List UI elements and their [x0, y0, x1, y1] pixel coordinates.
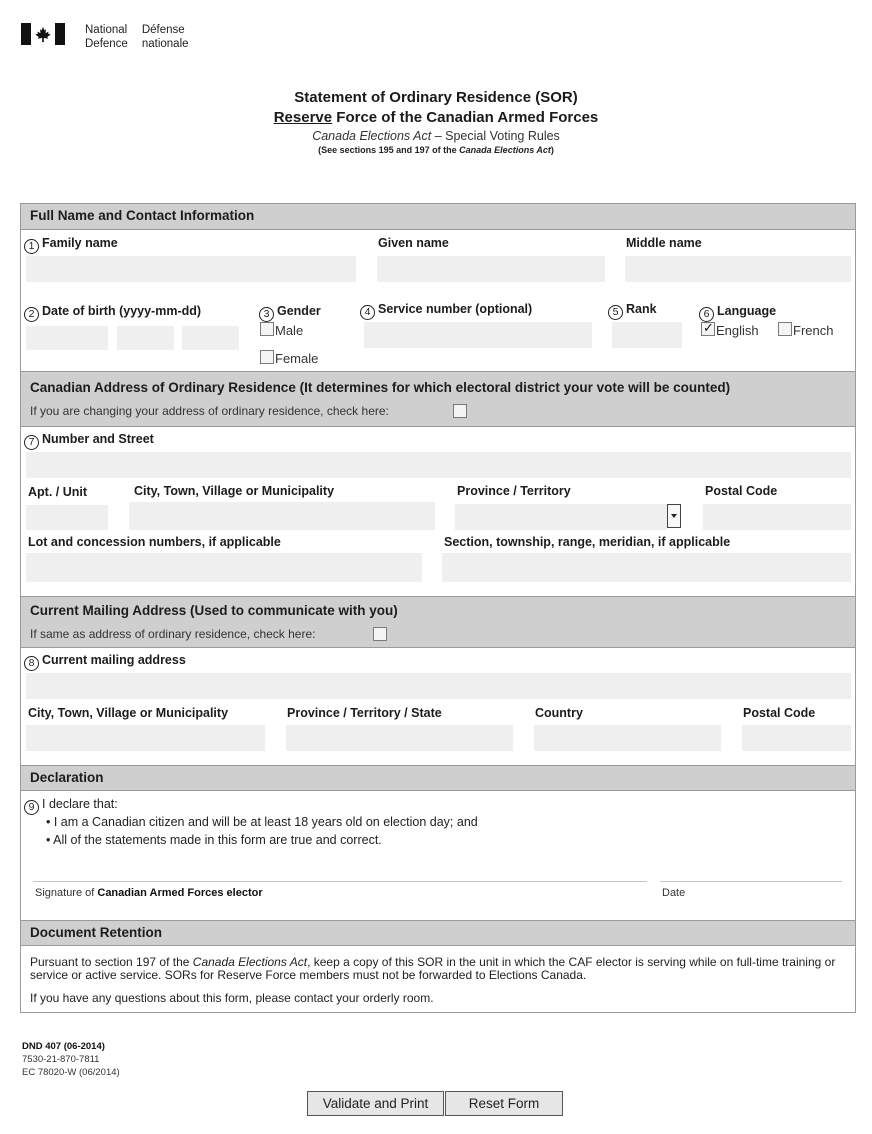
- section-header-mailing: Current Mailing Address (Used to communicate with you) If same as address of ordinary residence, check here:: [21, 596, 855, 648]
- change-residence-checkbox[interactable]: [453, 404, 467, 418]
- reset-form-button[interactable]: Reset Form: [445, 1091, 563, 1116]
- date-label: Date: [662, 887, 686, 899]
- section-township-input[interactable]: [442, 553, 851, 582]
- declaration-intro: 9 I declare that:: [24, 797, 118, 815]
- family-name-label: 1 Family name: [24, 236, 118, 254]
- family-name-input[interactable]: [26, 256, 356, 282]
- residence-postal-input[interactable]: [703, 504, 851, 530]
- signature-line[interactable]: [33, 881, 647, 882]
- department-name-fr: Défense nationale: [141, 24, 189, 50]
- form-subtitle: Reserve Force of the Canadian Armed Forces: [273, 109, 599, 126]
- ec-code: EC 78020-W (06/2014): [22, 1067, 120, 1078]
- form-id: DND 407 (06-2014): [22, 1041, 105, 1052]
- canada-flag-icon: [21, 23, 65, 45]
- retention-contact-text: If you have any questions about this form, please contact your orderly room.: [30, 991, 434, 1005]
- dob-day-input[interactable]: [182, 326, 239, 350]
- gender-female-checkbox[interactable]: [260, 350, 274, 364]
- date-line[interactable]: [660, 881, 842, 882]
- nsn-code: 7530-21-870-7811: [22, 1054, 100, 1065]
- middle-name-input[interactable]: [625, 256, 851, 282]
- section-header-declaration: Declaration: [21, 765, 855, 791]
- residence-postal-label: Postal Code: [705, 484, 778, 498]
- lot-concession-label: Lot and concession numbers, if applicable: [28, 535, 281, 549]
- province-territory-select[interactable]: [455, 504, 667, 530]
- dob-year-input[interactable]: [26, 326, 108, 350]
- retention-paragraph: Pursuant to section 197 of the Canada Elections Act, keep a copy of this SOR in the unit in which the CAF elector is serving while on full-time training or service or active service. SORs for Reserve Force members must not be forwarded to Elections Canada.: [30, 955, 836, 982]
- dob-label: 2 Date of birth (yyyy-mm-dd): [24, 304, 201, 322]
- language-english-label: English: [716, 323, 759, 338]
- same-address-text: If same as address of ordinary residence, check here:: [30, 627, 316, 641]
- form-footer: [22, 1040, 120, 1079]
- language-french-label: French: [793, 323, 834, 338]
- mailing-province-input[interactable]: [286, 725, 513, 751]
- province-dropdown-arrow-icon[interactable]: [667, 504, 681, 528]
- act-reference: Canada Elections Act – Special Voting Rules: [312, 129, 560, 143]
- section-header-retention: Document Retention: [21, 920, 855, 946]
- section-header-contact: Full Name and Contact Information: [21, 204, 855, 230]
- signature-label: Signature of Canadian Armed Forces elector: [35, 887, 263, 899]
- rank-label: 5 Rank: [608, 302, 657, 320]
- gender-female-label: Female: [275, 351, 319, 366]
- province-territory-label: Province / Territory: [457, 484, 571, 498]
- middle-name-label: Middle name: [626, 236, 702, 250]
- mailing-postal-label: Postal Code: [743, 706, 816, 720]
- mailing-province-label: Province / Territory / State: [287, 706, 442, 720]
- mailing-address-input[interactable]: [26, 673, 851, 699]
- dob-month-input[interactable]: [117, 326, 174, 350]
- apt-unit-label: Apt. / Unit: [28, 485, 88, 499]
- mailing-postal-input[interactable]: [742, 725, 851, 751]
- section-township-label: Section, township, range, meridian, if applicable: [444, 535, 731, 549]
- mailing-city-label: City, Town, Village or Municipality: [28, 706, 229, 720]
- service-number-input[interactable]: [364, 322, 592, 348]
- street-input[interactable]: [26, 452, 851, 478]
- department-name-en: National Defence: [85, 24, 128, 50]
- country-input[interactable]: [534, 725, 721, 751]
- given-name-label: Given name: [378, 236, 449, 250]
- department-logo: [21, 23, 203, 51]
- mailing-address-label: 8 Current mailing address: [24, 653, 186, 671]
- validate-print-button[interactable]: Validate and Print: [307, 1091, 444, 1116]
- street-label: 7 Number and Street: [24, 432, 154, 450]
- language-french-checkbox[interactable]: [778, 322, 792, 336]
- given-name-input[interactable]: [377, 256, 605, 282]
- declaration-bullet-2: • All of the statements made in this form are true and correct.: [46, 833, 382, 847]
- form-title: Statement of Ordinary Residence (SOR): [294, 89, 578, 106]
- gender-male-checkbox[interactable]: [260, 322, 274, 336]
- change-residence-text: If you are changing your address of ordinary residence, check here:: [30, 404, 389, 418]
- gender-label: 3 Gender: [259, 304, 321, 322]
- country-label: Country: [535, 706, 583, 720]
- same-address-checkbox[interactable]: [373, 627, 387, 641]
- sections-reference: (See sections 195 and 197 of the Canada Elections Act): [318, 145, 554, 155]
- apt-unit-input[interactable]: [26, 505, 108, 530]
- section-header-residence: Canadian Address of Ordinary Residence (It determines for which electoral district your vote will be counted) If you are changing your address of ordinary residence, check here:: [21, 371, 855, 427]
- residence-city-input[interactable]: [129, 502, 435, 530]
- rank-input[interactable]: [612, 322, 682, 348]
- declaration-bullet-1: • I am a Canadian citizen and will be at least 18 years old on election day; and: [46, 815, 478, 829]
- form-title-block: [0, 88, 872, 157]
- mailing-city-input[interactable]: [26, 725, 265, 751]
- residence-city-label: City, Town, Village or Municipality: [134, 484, 335, 498]
- sor-form: [20, 203, 856, 1013]
- language-label: 6 Language: [699, 304, 776, 322]
- language-english-checkbox[interactable]: [701, 322, 715, 336]
- lot-concession-input[interactable]: [26, 553, 422, 582]
- gender-male-label: Male: [275, 323, 304, 338]
- service-number-label: 4 Service number (optional): [360, 302, 532, 320]
